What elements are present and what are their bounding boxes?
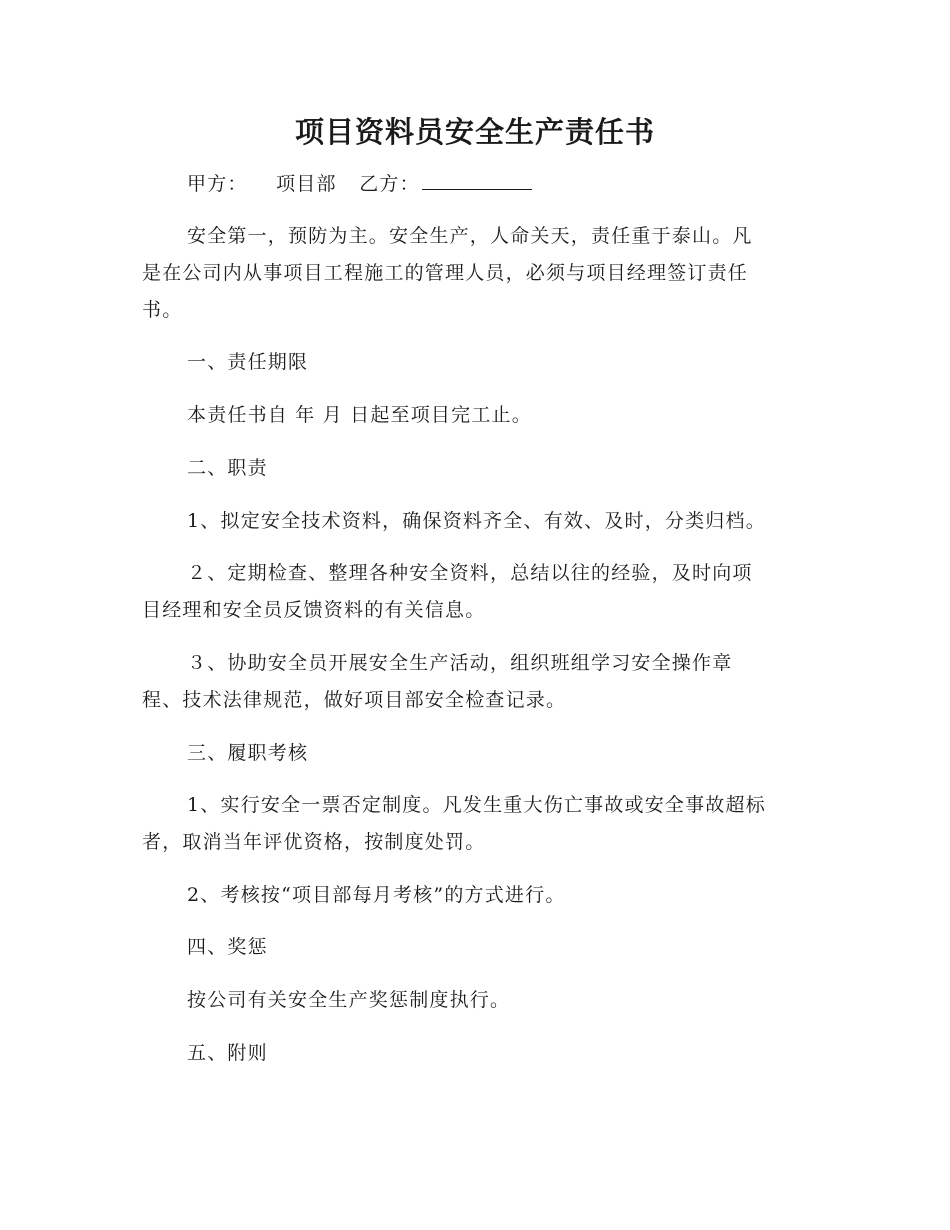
section-5-heading: 五、附则 <box>187 1042 268 1064</box>
section-2-item-2-line-2: 目经理和安全员反馈资料的有关信息。 <box>142 599 486 621</box>
section-1-text: 本责任书自 年 月 日起至项目完工止。 <box>187 404 532 426</box>
intro-line-2: 是在公司内从事项目工程施工的管理人员，必须与项目经理签订责任 <box>142 262 749 284</box>
party-b-label: 乙方： <box>359 173 420 195</box>
section-1-heading: 一、责任期限 <box>187 351 309 373</box>
party-a-value: 项目部 <box>276 173 337 195</box>
section-4-text: 按公司有关安全生产奖惩制度执行。 <box>187 989 511 1011</box>
party-b-blank <box>422 171 532 190</box>
intro-line-3: 书。 <box>142 299 183 321</box>
document-title: 项目资料员安全生产责任书 <box>294 115 655 149</box>
intro-line-1: 安全第一，预防为主。安全生产，人命关天，责任重于泰山。凡 <box>187 225 753 247</box>
section-2-heading: 二、职责 <box>187 457 268 479</box>
section-2-item-3-line-2: 程、技术法律规范，做好项目部安全检查记录。 <box>142 689 567 711</box>
section-2-item-1: 1、拟定安全技术资料，确保资料齐全、有效、及时，分类归档。 <box>187 510 766 532</box>
section-3-item-1-line-2: 者，取消当年评优资格，按制度处罚。 <box>142 831 486 853</box>
party-a-label: 甲方： <box>187 173 248 195</box>
section-3-item-1-line-1: 1、实行安全一票否定制度。凡发生重大伤亡事故或安全事故超标 <box>187 794 766 816</box>
section-4-heading: 四、奖惩 <box>187 936 268 958</box>
section-3-heading: 三、履职考核 <box>187 742 309 764</box>
section-2-item-2-line-1: ２、定期检查、整理各种安全资料，总结以往的经验，及时向项 <box>187 562 753 584</box>
section-3-item-2: 2、考核按“项目部每月考核”的方式进行。 <box>187 884 566 906</box>
section-2-item-3-line-1: ３、协助安全员开展安全生产活动，组织班组学习安全操作章 <box>187 652 733 674</box>
parties-line <box>187 170 532 198</box>
